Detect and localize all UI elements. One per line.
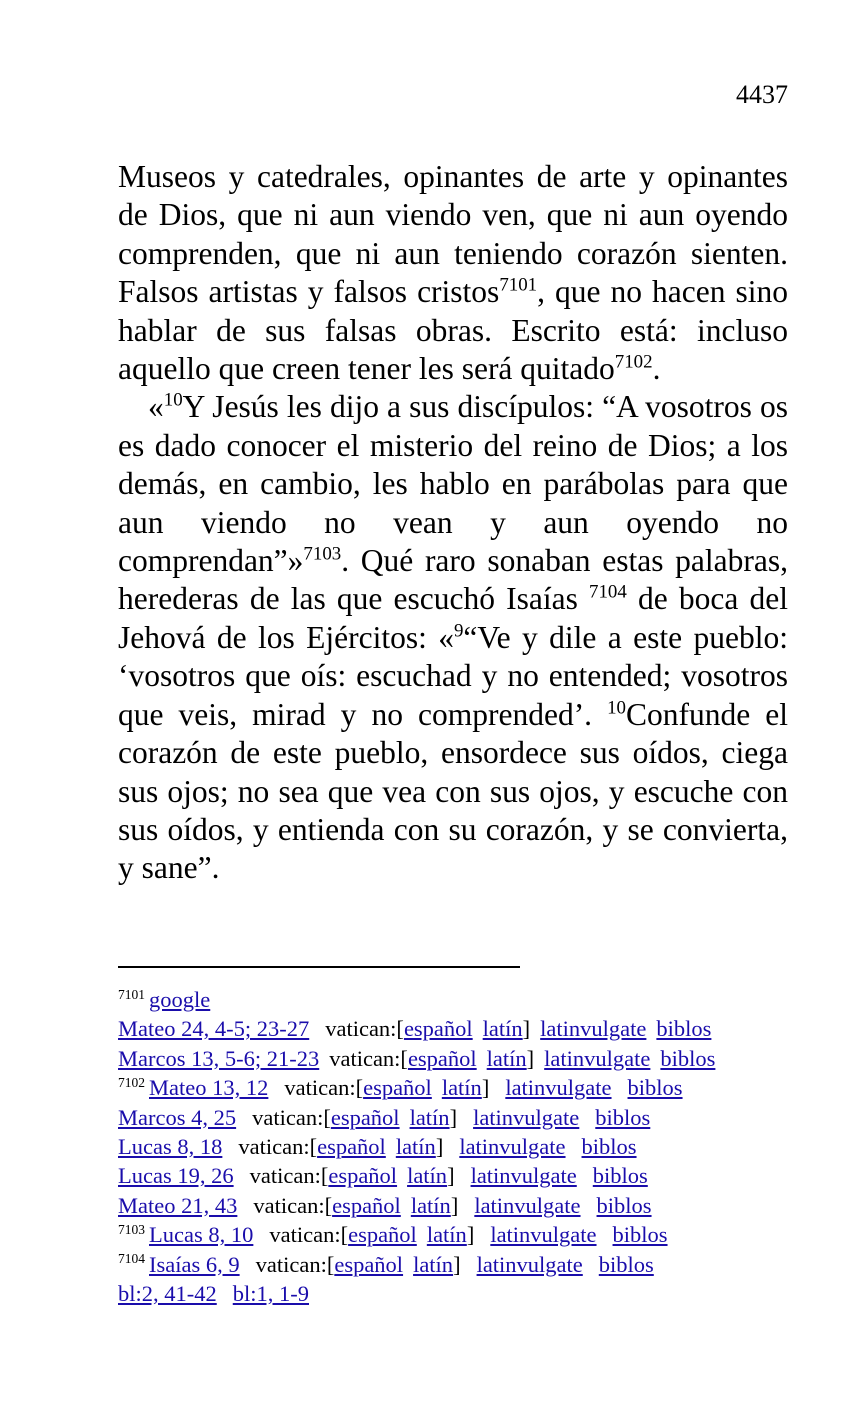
latinvulgate-link[interactable]: latinvulgate xyxy=(476,1251,583,1277)
bible-ref-link[interactable]: Marcos 13, 5-6; 21-23 xyxy=(118,1045,320,1071)
page-number: 4437 xyxy=(736,80,788,109)
quote-mark: « xyxy=(148,389,164,425)
paragraph xyxy=(118,158,788,388)
espanol-link[interactable]: español xyxy=(330,1104,400,1130)
body-text xyxy=(118,158,788,888)
paragraph-text: Y Jesús les dijo a sus discípulos: “A vosotros os es dado conocer el misterio del reino de Dios; a los demás, en cambio, les hablo en parábolas para que aun viendo no vean y aun oyendo no comprendan”» xyxy=(118,389,788,579)
verse-number: 9 xyxy=(453,620,464,642)
latin-link[interactable]: latín xyxy=(413,1251,454,1277)
footnote-ref-line xyxy=(118,1279,818,1308)
footnote-mark: 7101 xyxy=(118,986,145,1002)
bible-ref-link[interactable]: Lucas 8, 18 xyxy=(118,1134,223,1160)
latin-link[interactable]: latín xyxy=(410,1192,451,1218)
espanol-link[interactable]: español xyxy=(403,1016,473,1042)
latinvulgate-link[interactable]: latinvulgate xyxy=(505,1075,612,1101)
verse-number: 10 xyxy=(607,697,626,719)
footnote-mark: 7103 xyxy=(118,1221,145,1237)
footnote-ref-line xyxy=(118,1132,818,1161)
biblos-link[interactable]: biblos xyxy=(595,1104,651,1130)
paragraph-text: “Ve y dile a este pueblo: ‘vosotros que oís: escuchad y no entended; vosotros que veis, mirad y no comprended’. xyxy=(118,619,788,732)
vatican-label: vatican:[ xyxy=(284,1075,364,1101)
footnote-7101-head xyxy=(118,985,818,1014)
footnote-ref-line xyxy=(118,1044,818,1073)
footnote-ref-line xyxy=(118,1073,818,1102)
biblos-link[interactable]: biblos xyxy=(612,1222,668,1248)
espanol-link[interactable]: español xyxy=(407,1045,477,1071)
espanol-link[interactable]: español xyxy=(328,1163,398,1189)
footnote-divider xyxy=(118,966,520,968)
latin-link[interactable]: latín xyxy=(395,1134,436,1160)
footnote-ref-line xyxy=(118,1103,818,1132)
bible-ref-link[interactable]: Isaías 6, 9 xyxy=(149,1251,240,1277)
espanol-link[interactable]: español xyxy=(332,1192,401,1218)
espanol-link[interactable]: español xyxy=(348,1222,417,1248)
footnote-ref[interactable]: 7104 xyxy=(589,581,627,603)
vatican-label: vatican:[ xyxy=(238,1134,318,1160)
bible-ref-link[interactable]: Mateo 24, 4-5; 23-27 xyxy=(118,1016,310,1042)
footnote-ref-line xyxy=(118,1191,818,1220)
paragraph-text: , que no hacen sino hablar de sus falsas obras. Escrito está: incluso aquello que creen tener les será quitado xyxy=(118,274,788,387)
latinvulgate-link[interactable]: latinvulgate xyxy=(544,1045,651,1071)
vatican-label: vatican:[ xyxy=(249,1163,329,1189)
bracket-close: ] xyxy=(526,1045,535,1071)
google-link[interactable]: google xyxy=(149,987,211,1012)
biblos-link[interactable]: biblos xyxy=(627,1075,683,1101)
bl-link[interactable]: bl:1, 1-9 xyxy=(232,1281,309,1307)
latinvulgate-link[interactable]: latinvulgate xyxy=(474,1192,581,1218)
latin-link[interactable]: latín xyxy=(426,1222,467,1248)
latin-link[interactable]: latín xyxy=(409,1104,450,1130)
footnotes xyxy=(118,985,818,1308)
paragraph-text: de boca del Jehová de los Ejércitos: « xyxy=(118,581,788,655)
latin-link[interactable]: latín xyxy=(486,1045,527,1071)
biblos-link[interactable]: biblos xyxy=(660,1045,716,1071)
footnote-ref-line xyxy=(118,1220,818,1249)
espanol-link[interactable]: español xyxy=(317,1134,386,1160)
espanol-link[interactable]: español xyxy=(363,1075,432,1101)
paragraph-text: Museos y catedrales, opinantes de arte y opinantes de Dios, que ni aun viendo ven, que ni aun oyendo comprenden, que ni aun teniendo corazón sienten. Falsos artistas y falsos cristos xyxy=(118,159,788,310)
paragraph-text: . xyxy=(652,351,661,387)
paragraph xyxy=(118,388,788,887)
vatican-label: vatican:[ xyxy=(329,1045,408,1071)
vatican-label: vatican:[ xyxy=(255,1251,335,1277)
verse-number: 10 xyxy=(163,389,183,411)
bible-ref-link[interactable]: Lucas 19, 26 xyxy=(118,1163,234,1189)
bracket-close: ] xyxy=(466,1222,475,1248)
vatican-label: vatican:[ xyxy=(252,1104,331,1130)
biblos-link[interactable]: biblos xyxy=(596,1192,652,1218)
footnote-ref-line xyxy=(118,1014,818,1043)
bracket-close: ] xyxy=(450,1192,459,1218)
latin-link[interactable]: latín xyxy=(482,1016,523,1042)
footnote-mark: 7102 xyxy=(118,1074,145,1090)
footnote-ref[interactable]: 7102 xyxy=(614,351,653,373)
latin-link[interactable]: latín xyxy=(407,1163,448,1189)
bible-ref-link[interactable]: Lucas 8, 10 xyxy=(149,1222,254,1248)
bl-link[interactable]: bl:2, 41-42 xyxy=(118,1281,217,1307)
latin-link[interactable]: latín xyxy=(441,1075,482,1101)
bible-ref-link[interactable]: Mateo 21, 43 xyxy=(118,1192,238,1218)
bracket-close: ] xyxy=(522,1016,531,1042)
footnote-mark: 7104 xyxy=(118,1251,145,1267)
paragraph-text: Confunde el corazón de este pueblo, ensordece sus oídos, ciega sus ojos; no sea que vea con sus ojos, y escuche con sus oídos, y entienda con su corazón, y se convierta, y sane”. xyxy=(118,696,789,886)
bracket-close: ] xyxy=(447,1163,455,1189)
paragraph-text: . Qué raro sonaban estas palabras, herederas de las que escuchó Isaías xyxy=(118,543,788,617)
footnote-ref-line xyxy=(118,1161,818,1190)
footnote-ref-line xyxy=(118,1250,818,1279)
latinvulgate-link[interactable]: latinvulgate xyxy=(540,1016,647,1042)
vatican-label: vatican:[ xyxy=(269,1222,349,1248)
bracket-close: ] xyxy=(435,1134,444,1160)
biblos-link[interactable]: biblos xyxy=(656,1016,712,1042)
latinvulgate-link[interactable]: latinvulgate xyxy=(473,1104,580,1130)
biblos-link[interactable]: biblos xyxy=(581,1134,637,1160)
vatican-label: vatican:[ xyxy=(253,1192,333,1218)
bracket-close: ] xyxy=(453,1251,461,1277)
bracket-close: ] xyxy=(449,1104,458,1130)
biblos-link[interactable]: biblos xyxy=(592,1163,648,1189)
footnote-ref[interactable]: 7103 xyxy=(303,543,342,565)
vatican-label: vatican:[ xyxy=(325,1016,404,1042)
latinvulgate-link[interactable]: latinvulgate xyxy=(470,1163,577,1189)
bible-ref-link[interactable]: Mateo 13, 12 xyxy=(149,1075,269,1101)
bible-ref-link[interactable]: Marcos 4, 25 xyxy=(118,1104,237,1130)
espanol-link[interactable]: español xyxy=(334,1251,404,1277)
bracket-close: ] xyxy=(481,1075,490,1101)
latinvulgate-link[interactable]: latinvulgate xyxy=(490,1222,597,1248)
footnote-ref[interactable]: 7101 xyxy=(499,274,538,296)
biblos-link[interactable]: biblos xyxy=(598,1251,654,1277)
latinvulgate-link[interactable]: latinvulgate xyxy=(459,1134,566,1160)
